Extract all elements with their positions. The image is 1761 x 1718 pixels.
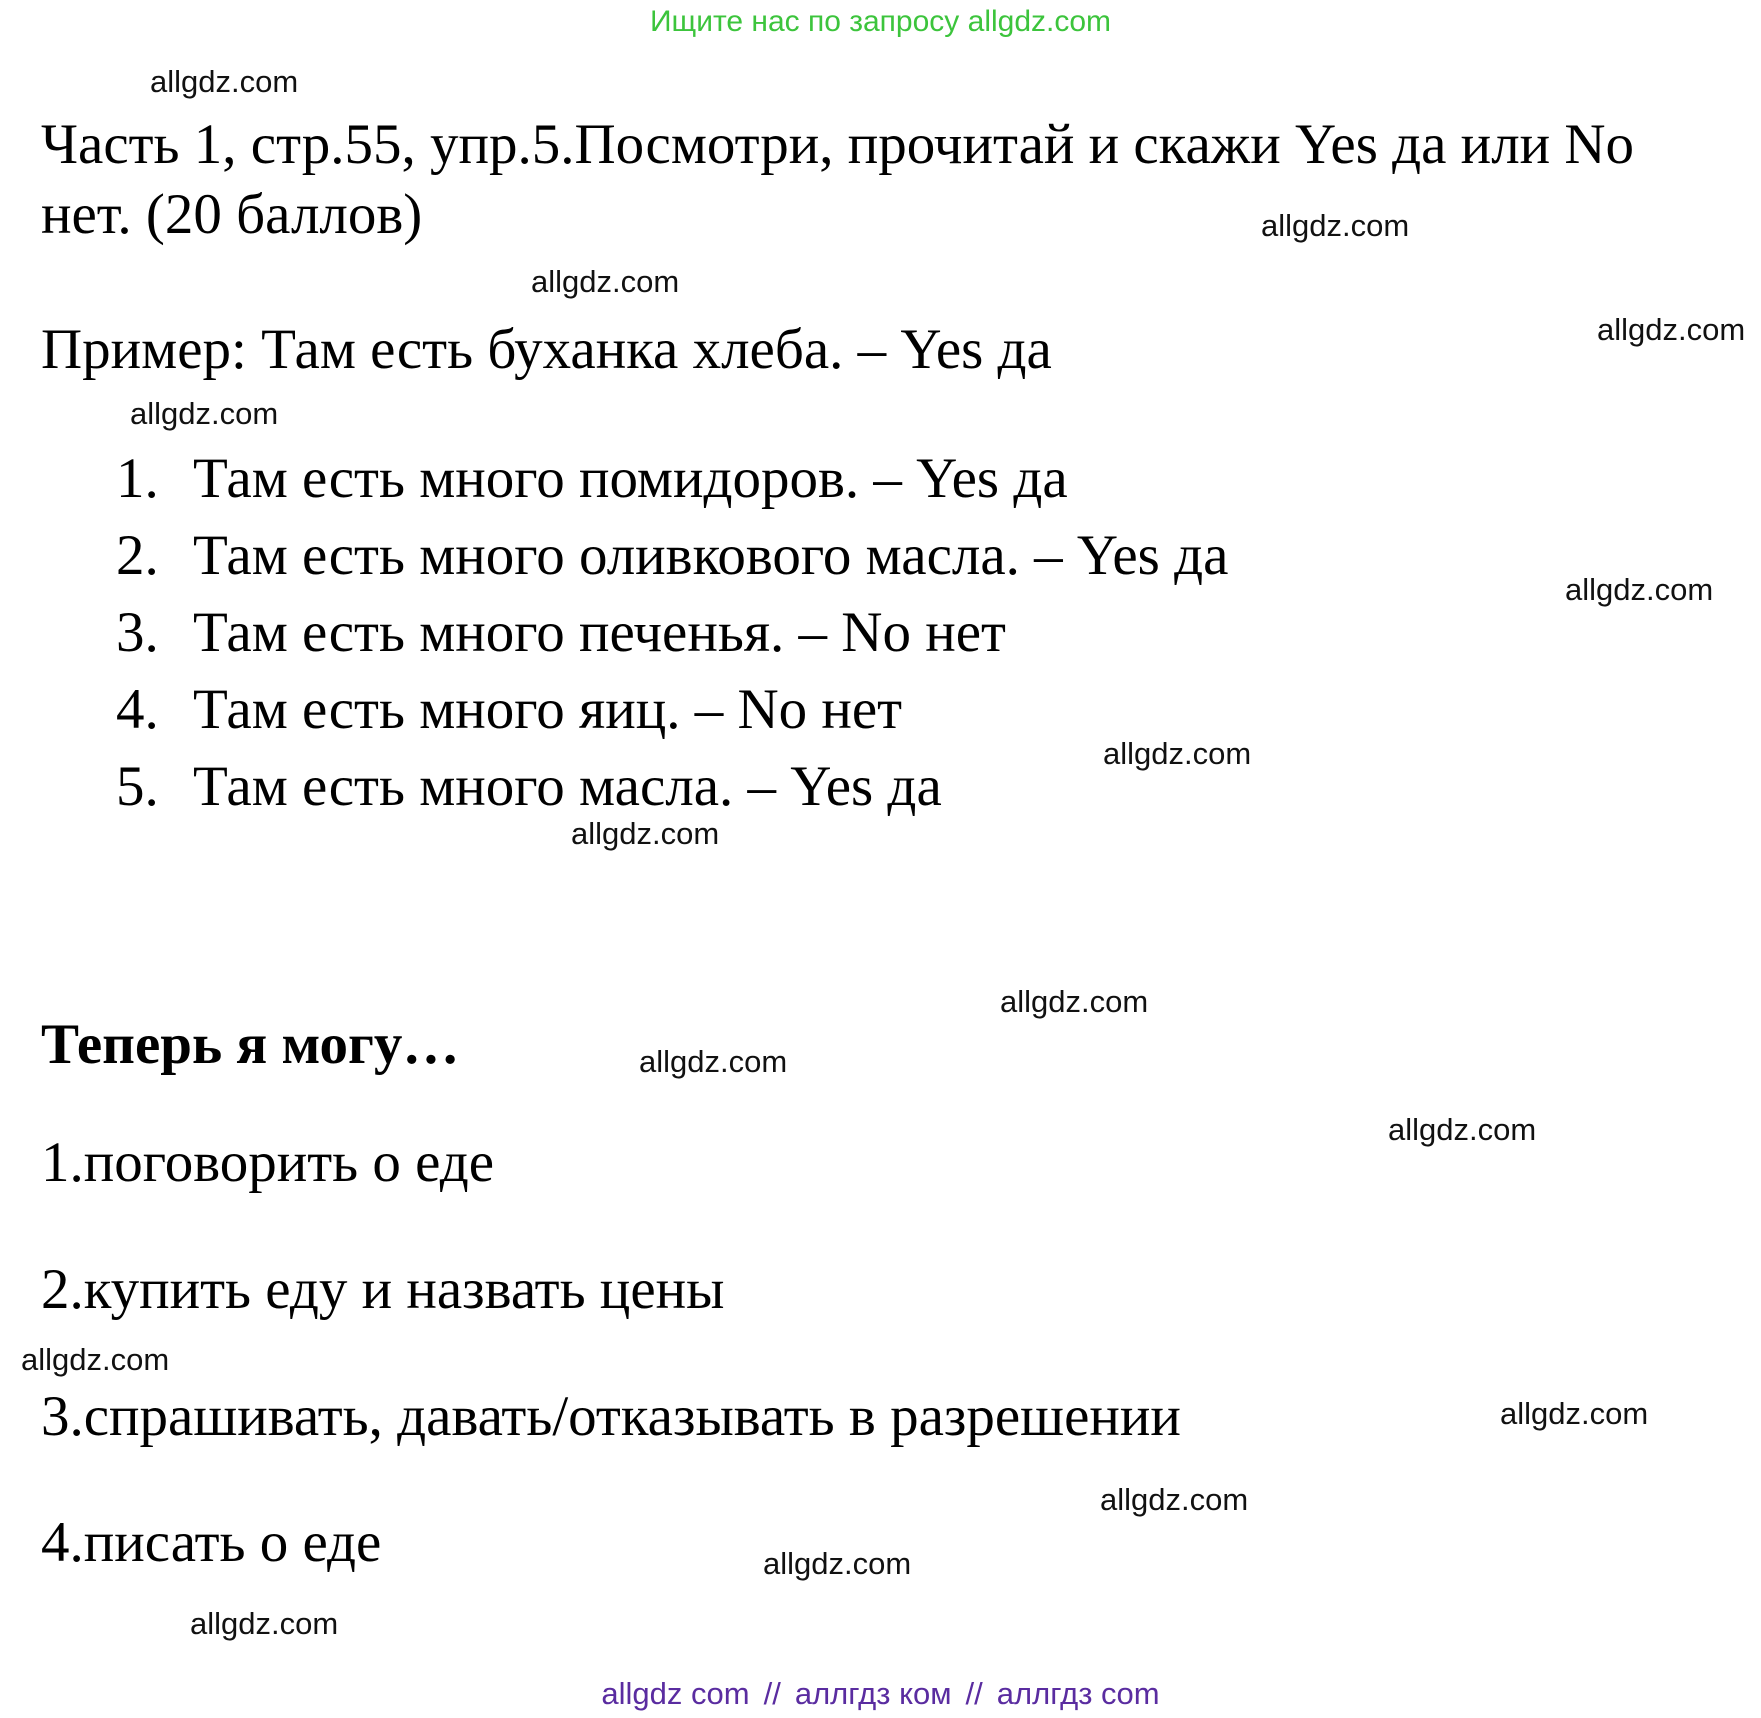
skill-item: 2.купить еду и назвать цены: [41, 1258, 725, 1321]
watermark: allgdz.com: [150, 64, 299, 99]
list-item: [116, 594, 1228, 671]
item-text: Там есть много яиц. – No нет: [193, 678, 903, 741]
skill-item: 1.поговорить о еде: [41, 1131, 494, 1194]
footer-links: [0, 1676, 1761, 1712]
exercise-title: Часть 1, стр.55, упр.5.Посмотри, прочитай и скажи Yes да или No нет. (20 баллов): [41, 113, 1635, 246]
footer-separator: //: [965, 1676, 983, 1711]
footer-separator: //: [763, 1676, 781, 1711]
section-heading: Теперь я могу…: [41, 1013, 460, 1076]
item-number: 3.: [116, 601, 159, 664]
watermark: allgdz.com: [639, 1044, 788, 1079]
item-number: 5.: [116, 755, 159, 818]
list-item: [116, 440, 1228, 517]
watermark: allgdz.com: [1565, 572, 1714, 607]
watermark: allgdz.com: [1261, 208, 1410, 243]
item-text: Там есть много помидоров. – Yes да: [193, 447, 1068, 510]
item-text: Там есть много оливкового масла. – Yes да: [193, 524, 1229, 587]
watermark: allgdz.com: [1597, 312, 1746, 347]
item-text: Там есть много печенья. – No нет: [193, 601, 1006, 664]
watermark: allgdz.com: [190, 1606, 339, 1641]
list-item: [116, 671, 1228, 748]
watermark: allgdz.com: [1100, 1482, 1249, 1517]
footer-link[interactable]: аллгдз com: [996, 1676, 1160, 1711]
watermark: allgdz.com: [531, 264, 680, 299]
footer-link[interactable]: allgdz com: [601, 1676, 750, 1711]
watermark: allgdz.com: [1500, 1396, 1649, 1431]
item-number: 2.: [116, 524, 159, 587]
answer-list: [116, 440, 1228, 825]
search-banner: Ищите нас по запросу allgdz.com: [649, 5, 1112, 38]
list-item: [116, 748, 1228, 825]
watermark: allgdz.com: [763, 1546, 912, 1581]
watermark: allgdz.com: [1000, 984, 1149, 1019]
item-number: 4.: [116, 678, 159, 741]
item-text: Там есть много масла. – Yes да: [193, 755, 942, 818]
skill-item: 3.спрашивать, давать/отказывать в разрешении: [41, 1385, 1181, 1448]
item-number: 1.: [116, 447, 159, 510]
list-item: [116, 517, 1228, 594]
watermark: allgdz.com: [21, 1342, 170, 1377]
footer-link[interactable]: аллгдз ком: [794, 1676, 952, 1711]
skill-item: 4.писать о еде: [41, 1511, 382, 1574]
watermark: allgdz.com: [1388, 1112, 1537, 1147]
watermark: allgdz.com: [130, 396, 279, 431]
watermark: allgdz.com: [1103, 736, 1252, 771]
example-line: Пример: Там есть буханка хлеба. – Yes да: [41, 318, 1052, 381]
watermark: allgdz.com: [571, 816, 720, 851]
